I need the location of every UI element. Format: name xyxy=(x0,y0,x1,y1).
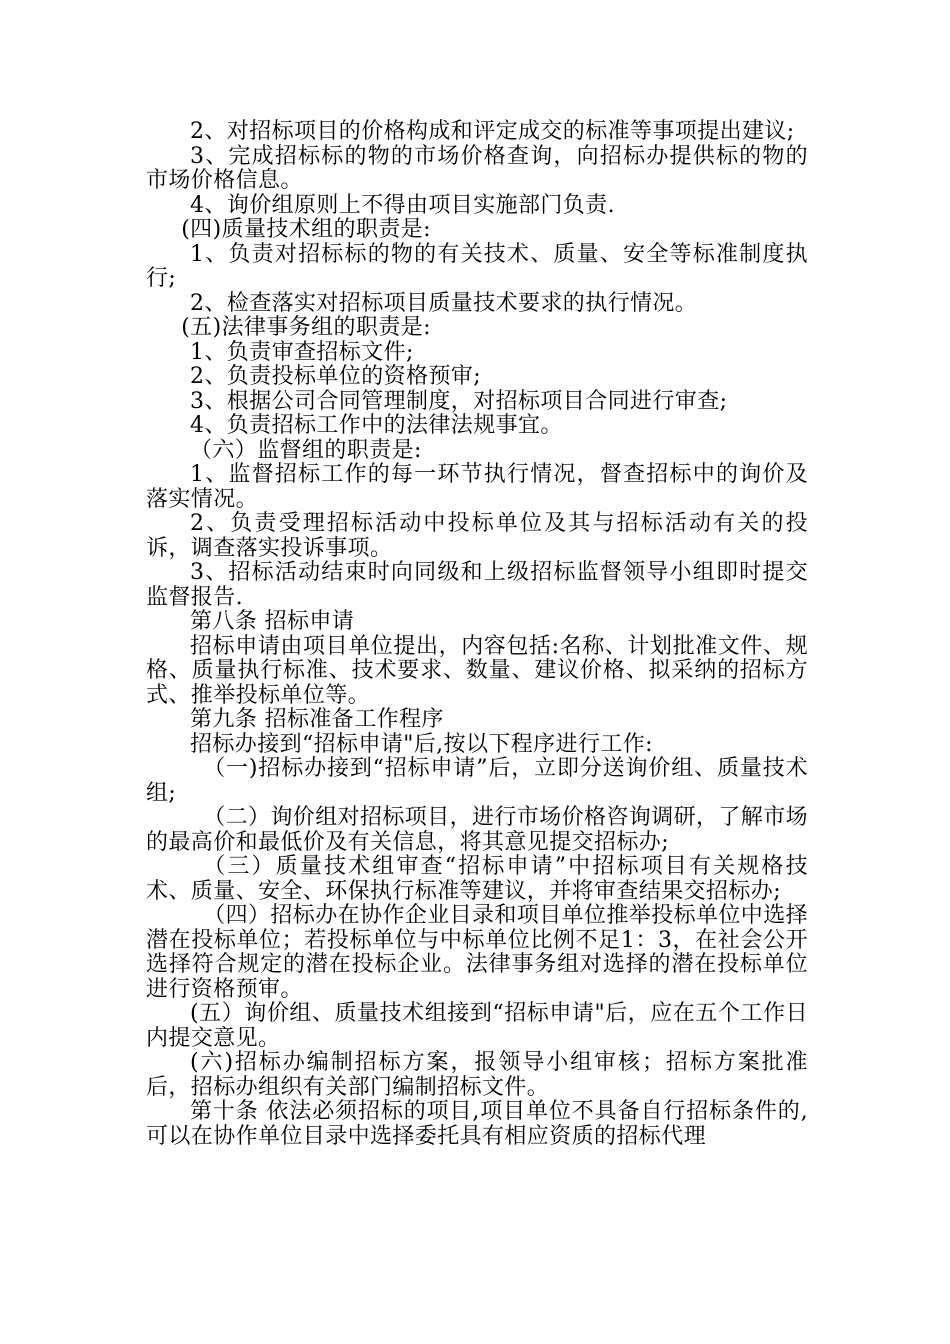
paragraph: 2、检查落实对招标项目质量技术要求的执行情况。 xyxy=(190,290,698,316)
paragraph: 3、根据公司合同管理制度，对招标项目合同进行审查; xyxy=(190,388,728,414)
article-heading: 第九条 招标准备工作程序 xyxy=(190,707,444,732)
paragraph: 4、询价组原则上不得由项目实施部门负责. xyxy=(190,192,615,218)
section-heading: (五)法律事务组的职责是: xyxy=(181,315,431,340)
paragraph: 1、负责对招标标的物的有关技术、质量、安全等标准制度执行; xyxy=(146,241,808,291)
paragraph: （二）询价组对招标项目，进行市场价格咨询调研，了解市场的最高价和最低价及有关信息，将其意见提交招标办; xyxy=(146,805,808,855)
paragraph: 招标办接到“招标申请"后,按以下程序进行工作: xyxy=(190,731,653,757)
paragraph: 4、负责招标工作中的法律法规事宜。 xyxy=(190,413,563,438)
paragraph: 2、负责投标单位的资格预审; xyxy=(190,364,482,389)
paragraph: (五）询价组、质量技术组接到“招标申请"后，应在五个工作日内提交意见。 xyxy=(146,1001,808,1051)
paragraph: 3、招标活动结束时向同级和上级招标监督领导小组即时提交监督报告. xyxy=(146,560,808,610)
article-heading: 第八条 招标申请 xyxy=(190,609,355,634)
paragraph: （一)招标办接到“招标申请”后，立即分送询价组、质量技术组; xyxy=(146,756,808,806)
paragraph: (六)招标办编制招标方案，报领导小组审核；招标方案批准后，招标办组织有关部门编制招标文件。 xyxy=(146,1050,808,1100)
paragraph: 1、监督招标工作的每一环节执行情况，督查招标中的询价及落实情况。 xyxy=(146,462,808,512)
paragraph: 2、负责受理招标活动中投标单位及其与招标活动有关的投诉，调查落实投诉事项。 xyxy=(146,511,808,561)
paragraph: 3、完成招标标的物的市场价格查询，向招标办提供标的物的市场价格信息。 xyxy=(146,143,808,193)
paragraph: （四）招标办在协作企业目录和项目单位推举投标单位中选择潜在投标单位；若投标单位与中标单位比例不足1：3，在社会公开选择符合规定的潜在投标企业。法律事务组对选择的潜在投标单位进行资格预审。 xyxy=(146,903,808,1002)
paragraph: 招标申请由项目单位提出，内容包括:名称、计划批准文件、规格、质量执行标准、技术要求、数量、建议价格、拟采纳的招标方式、推举投标单位等。 xyxy=(146,633,808,708)
paragraph: （三）质量技术组审查“招标申请”中招标项目有关规格技术、质量、安全、环保执行标准等建议，并将审查结果交招标办; xyxy=(146,854,808,904)
paragraph: 2、对招标项目的价格构成和评定成交的标准等事项提出建议; xyxy=(190,119,795,144)
paragraph: 第十条 依法必须招标的项目,项目单位不具备自行招标条件的,可以在协作单位目录中选择委托具有相应资质的招标代理 xyxy=(146,1099,808,1149)
section-heading: (四)质量技术组的职责是: xyxy=(181,217,431,242)
paragraph: 1、负责审查招标文件; xyxy=(190,339,414,365)
section-heading: （六）监督组的职责是: xyxy=(190,437,422,463)
document-page xyxy=(146,120,808,1149)
